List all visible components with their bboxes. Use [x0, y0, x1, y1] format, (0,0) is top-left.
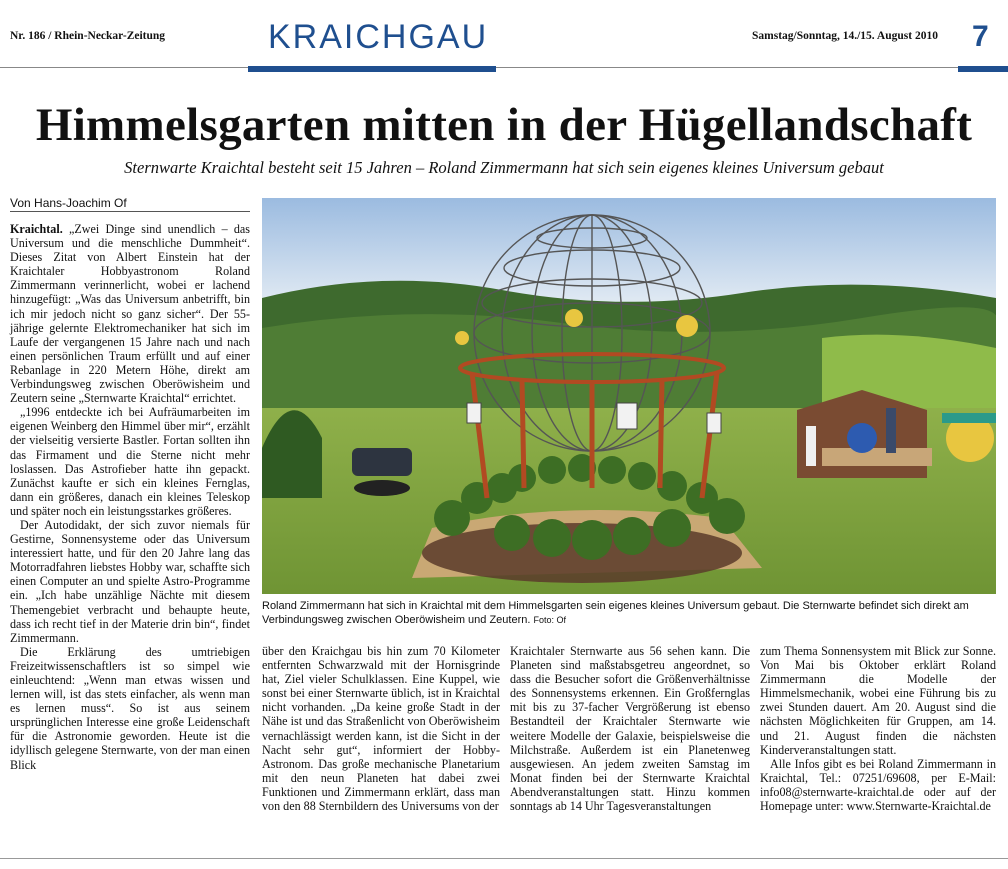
- paragraph: über den Kraichgau bis hin zum 70 Kilometer entfernten Schwarzwald mit der Hornisgrinde hat, Ziel vieler Schulklassen. Eine Kuppel, wie sonst bei einer Sternwarte üblich, ist in Kraichtal nicht vorhanden. „Da keine große Stadt in der Nähe ist und das Straßenlicht von Oberöwisheim vernachlässigt werden kann, ist die Sicht in der Nacht sehr gut“, informiert der Hobby-Astronom. Das große mechanische Planetarium mit den neun Planeten hat dabei zwei Funktionen und Zimmermann erklärt, dass man von den 88 Sternbildern des Universums von der: [262, 644, 500, 814]
- photo-caption-text: Roland Zimmermann hat sich in Kraichtal mit dem Himmelsgarten sein eigenes kleines Universum gebaut. Die Sternwarte befindet sich direkt am Verbindungsweg zwischen Oberöwisheim und Zeutern.: [262, 600, 969, 626]
- page-number: 7: [972, 20, 989, 53]
- masthead-rule: [0, 67, 1008, 68]
- page-bottom-rule: [0, 858, 1008, 859]
- article-column-3: [510, 644, 750, 813]
- issue-line: Nr. 186 / Rhein-Neckar-Zeitung: [10, 30, 166, 42]
- article-subheadline: Sternwarte Kraichtal besteht seit 15 Jahren – Roland Zimmermann hat sich sein eigenes kleines Universum gebaut: [124, 158, 884, 177]
- article-headline: Himmelsgarten mitten in der Hügellandschaft: [35, 99, 973, 151]
- byline: Von Hans-Joachim Of: [10, 196, 127, 210]
- paragraph: Kraichtaler Sternwarte aus 56 sehen kann. Die Planeten sind maßstabsgetreu angeordnet, so dass die Besucher sofort die Größenverhältnisse des Sonnensystems erkennen. Ein Großfernglas mit bis zu 37-facher Vergrößerung ist ebenso Bestandteil der Kraichtaler Sternwarte wie weitere Modelle der Galaxie, beispielsweise die Milchstraße. Außerdem ist ein Planetenweg ausgewiesen. An jedem zweiten Samstag im Monat finden bei der Sternwarte Kraichtal Abendveranstaltungen statt. Hinzu kommen sonntags ab 14 Uhr Tagesveranstaltungen: [510, 644, 750, 814]
- section-title: KRAICHGAU: [268, 18, 489, 56]
- article-column-1: [10, 222, 250, 772]
- dateline: Kraichtal.: [10, 222, 63, 236]
- article-photo: [262, 198, 996, 594]
- contact-info: Alle Infos gibt es bei Roland Zimmermann in Kraichtal, Tel.: 07251/69608, per E-Mail: info08@sternwarte-kraichtal.de oder auf der Homepage unter: www.Sternwarte-Kraichtal.de: [760, 756, 996, 814]
- photo-caption: [262, 600, 996, 627]
- byline-rule: [10, 211, 250, 212]
- photo-credit: Foto: Of: [533, 614, 567, 625]
- section-bar-left: [248, 66, 496, 72]
- paragraph: [10, 222, 250, 405]
- section-bar-right: [958, 66, 1008, 72]
- paragraph: zum Thema Sonnensystem mit Blick zur Sonne. Von Mai bis Oktober erklärt Roland Zimmermann die Modelle der Himmelsmechanik, wobei eine Führung bis zu zwei Stunden dauert. Am 20. August sind die nächsten Möglichkeiten für Gruppen, am 14. und 21. August finden die nächsten Kinderveranstaltungen statt.: [760, 644, 996, 757]
- article-column-2: [262, 644, 500, 813]
- paragraph-text: „Zwei Dinge sind unendlich – das Universum und die menschliche Dummheit“. Dieses Zitat von Albert Einstein hat der Kraichtaler Hobbyastronom Roland Zimmermann verinnerlicht, wobei er lachend hinzugefügt: „Was das Universum anbetrifft, bin ich mir jedoch nicht so ganz sicher“. Der 55-jährige gelernte Elektromechaniker hat sich im Laufe der vergangenen 15 Jahre nach und nach einen persönlichen Traum erfüllt und auf einer Rebanlage in 220 Metern Höhe, direkt am Verbindungsweg zwischen Oberöwisheim und Zeutern seine „Sternwarte Kraichtal“ errichtet.: [10, 222, 250, 406]
- article-column-4: [760, 644, 996, 813]
- issue-date: Samstag/Sonntag, 14./15. August 2010: [752, 30, 938, 42]
- paragraph: Die Erklärung des umtriebigen Freizeitwissenschaftlers ist so simpel wie einleuchtend: „Wenn man etwas wissen und lernen will, ist das stets einfacher, als wenn man es lernen muss“. So ist aus seinem ursprünglichen Interesse eine große Leidenschaft für die Astronomie geworden. Heute ist die idyllisch gelegene Sternwarte, von der man einen Blick: [10, 644, 250, 772]
- paragraph: Der Autodidakt, der sich zuvor niemals für Gestirne, Sonnensysteme oder das Universum interessiert hatte, und für den 20 Jahre lang das Motorradfahren liebstes Hobby war, schaffte sich einen Computer an und spielte Astro-Programme ein. „Ich habe unzählige Nächte mit diesem Themengebiet verbracht und behaupte heute, dass ich recht tief in der Materie drin bin“, findet Zimmermann.: [10, 517, 250, 645]
- paragraph: „1996 entdeckte ich bei Aufräumarbeiten im eigenen Weinberg den Himmel über mir“, erzählt der vielseitig versierte Bastler. Fortan sollten ihn das Firmament und die Sterne nicht mehr loslassen. Das Astrofieber hatte ihn gepackt. Zunächst kaufte er sich ein kleines Fernglas, dann ein größeres, danach ein kleines Teleskop und später noch ein leistungsstarkes größeres.: [10, 405, 250, 518]
